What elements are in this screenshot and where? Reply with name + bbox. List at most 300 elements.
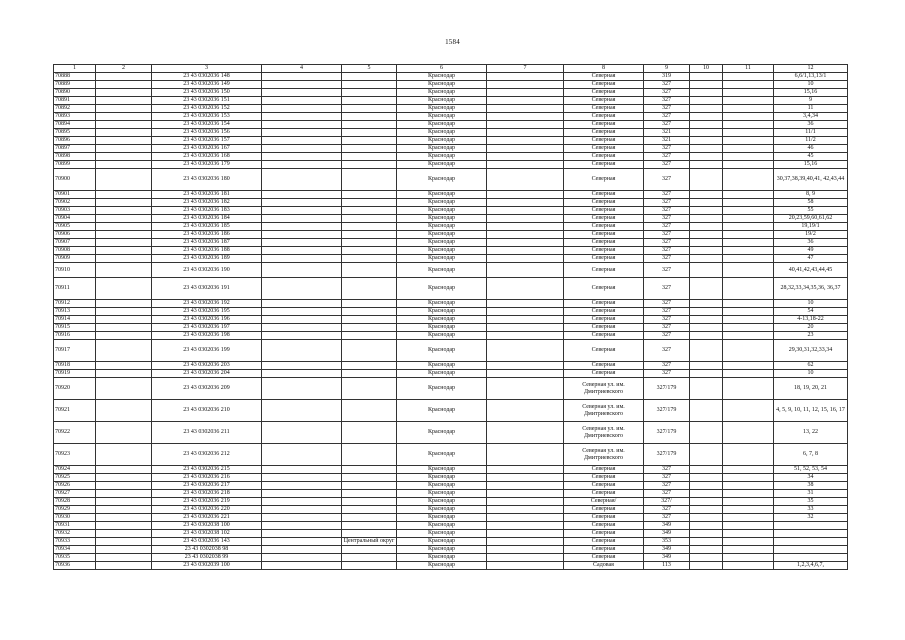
table-cell-col-7 [487, 482, 564, 490]
table-cell-col-3: 23 43 0302036 189 [152, 255, 262, 263]
table-cell-col-9: 327 [644, 506, 690, 514]
table-cell-col-12: 11/1 [774, 129, 848, 137]
table-cell-col-3: 23 43 0302036 196 [152, 316, 262, 324]
table-cell-col-4 [262, 498, 342, 506]
table-cell-col-3: 23 43 0302036 156 [152, 129, 262, 137]
table-cell-col-3: 23 43 0302036 152 [152, 105, 262, 113]
table-cell-col-5 [342, 137, 397, 145]
table-cell-col-9: 327 [644, 340, 690, 362]
table-cell-col-1: 70915 [54, 324, 96, 332]
table-cell-col-2 [96, 300, 152, 308]
table-cell-col-4 [262, 482, 342, 490]
table-cell-col-11 [723, 474, 774, 482]
table-cell-col-12: 18, 19, 20, 21 [774, 378, 848, 400]
table-row [54, 191, 848, 199]
table-cell-col-2 [96, 169, 152, 191]
table-cell-col-3: 23 43 0302036 154 [152, 121, 262, 129]
table-row [54, 239, 848, 247]
table-cell-col-8: Северная [564, 145, 644, 153]
table-row [54, 129, 848, 137]
table-cell-col-4 [262, 554, 342, 562]
table-row [54, 522, 848, 530]
table-cell-col-5 [342, 554, 397, 562]
table-cell-col-11 [723, 169, 774, 191]
table-cell-col-5 [342, 422, 397, 444]
table-cell-col-6: Краснодар [397, 562, 487, 570]
registry-table [53, 64, 848, 570]
table-cell-col-10 [690, 199, 723, 207]
table-cell-col-6: Краснодар [397, 145, 487, 153]
table-cell-col-7 [487, 81, 564, 89]
table-row [54, 498, 848, 506]
table-cell-col-6: Краснодар [397, 247, 487, 255]
table-cell-col-11 [723, 199, 774, 207]
table-cell-col-10 [690, 121, 723, 129]
table-cell-col-8: Северная ул. им. Дмитриевского [564, 422, 644, 444]
table-cell-col-11 [723, 422, 774, 444]
table-cell-col-8: Северная [564, 255, 644, 263]
table-cell-col-3: 23 43 0302036 150 [152, 89, 262, 97]
table-row [54, 255, 848, 263]
table-cell-col-5 [342, 522, 397, 530]
table-cell-col-12: 20 [774, 324, 848, 332]
table-cell-col-3: 23 43 0302036 216 [152, 474, 262, 482]
table-cell-col-3: 23 43 0302036 151 [152, 97, 262, 105]
table-row [54, 247, 848, 255]
table-cell-col-8: Северная [564, 538, 644, 546]
table-row [54, 97, 848, 105]
table-cell-col-12: 4, 5, 9, 10, 11, 12, 15, 16, 17 [774, 400, 848, 422]
table-cell-col-12: 36 [774, 121, 848, 129]
table-cell-col-4 [262, 324, 342, 332]
table-cell-col-1: 70930 [54, 514, 96, 522]
table-cell-col-6: Краснодар [397, 340, 487, 362]
table-cell-col-5 [342, 247, 397, 255]
table-cell-col-11 [723, 191, 774, 199]
table-cell-col-11 [723, 129, 774, 137]
table-cell-col-7 [487, 324, 564, 332]
table-cell-col-11 [723, 530, 774, 538]
table-cell-col-3: 23 43 0302036 219 [152, 498, 262, 506]
table-cell-col-6: Краснодар [397, 554, 487, 562]
table-cell-col-1: 70905 [54, 223, 96, 231]
table-cell-col-3: 23 43 0302036 199 [152, 340, 262, 362]
table-cell-col-5 [342, 562, 397, 570]
table-cell-col-1: 70916 [54, 332, 96, 340]
table-cell-col-11 [723, 378, 774, 400]
table-cell-col-9: 327 [644, 81, 690, 89]
table-cell-col-6: Краснодар [397, 308, 487, 316]
table-cell-col-4 [262, 247, 342, 255]
table-cell-col-12: 6, 7, 8 [774, 444, 848, 466]
table-cell-col-10 [690, 362, 723, 370]
table-cell-col-12: 10 [774, 370, 848, 378]
table-cell-col-6: Краснодар [397, 316, 487, 324]
table-cell-col-6: Краснодар [397, 129, 487, 137]
table-cell-col-9: 327 [644, 121, 690, 129]
table-cell-col-2 [96, 161, 152, 169]
table-cell-col-2 [96, 129, 152, 137]
table-row [54, 466, 848, 474]
table-cell-col-5 [342, 113, 397, 121]
table-cell-col-7 [487, 362, 564, 370]
table-cell-col-2 [96, 400, 152, 422]
table-cell-col-6: Краснодар [397, 255, 487, 263]
table-row [54, 81, 848, 89]
table-cell-col-4 [262, 207, 342, 215]
table-cell-col-8: Северная [564, 308, 644, 316]
table-row [54, 370, 848, 378]
table-cell-col-3: 23 43 0302036 211 [152, 422, 262, 444]
table-cell-col-4 [262, 332, 342, 340]
table-cell-col-4 [262, 546, 342, 554]
table-cell-col-11 [723, 215, 774, 223]
table-cell-col-10 [690, 169, 723, 191]
table-cell-col-11 [723, 239, 774, 247]
table-cell-col-1: 70910 [54, 263, 96, 278]
table-cell-col-11 [723, 153, 774, 161]
table-cell-col-10 [690, 207, 723, 215]
table-cell-col-12: 35 [774, 498, 848, 506]
table-cell-col-1: 70894 [54, 121, 96, 129]
table-cell-col-2 [96, 444, 152, 466]
table-cell-col-1: 70927 [54, 490, 96, 498]
table-cell-col-3: 23 43 0302036 168 [152, 153, 262, 161]
table-cell-col-2 [96, 247, 152, 255]
table-cell-col-10 [690, 522, 723, 530]
table-cell-col-7 [487, 546, 564, 554]
table-row [54, 145, 848, 153]
table-cell-col-8: Северная [564, 370, 644, 378]
table-cell-col-6: Краснодар [397, 215, 487, 223]
table-cell-col-12: 45 [774, 153, 848, 161]
table-cell-col-3: 23 43 0302036 183 [152, 207, 262, 215]
table-cell-col-6: Краснодар [397, 278, 487, 300]
table-cell-col-1: 70896 [54, 137, 96, 145]
table-cell-col-9: 327 [644, 105, 690, 113]
table-cell-col-5 [342, 474, 397, 482]
table-cell-col-10 [690, 332, 723, 340]
column-header: 4 [262, 65, 342, 73]
table-cell-col-12: 19,19/1 [774, 223, 848, 231]
table-cell-col-12: 36 [774, 239, 848, 247]
table-cell-col-7 [487, 378, 564, 400]
table-cell-col-5 [342, 169, 397, 191]
table-cell-col-12: 51, 52, 53, 54 [774, 466, 848, 474]
table-cell-col-10 [690, 308, 723, 316]
table-cell-col-7 [487, 498, 564, 506]
table-cell-col-7 [487, 490, 564, 498]
table-cell-col-8: Северная [564, 89, 644, 97]
table-cell-col-8: Северная [564, 231, 644, 239]
table-cell-col-5 [342, 97, 397, 105]
table-cell-col-4 [262, 113, 342, 121]
table-cell-col-7 [487, 137, 564, 145]
table-cell-col-10 [690, 73, 723, 81]
table-cell-col-10 [690, 466, 723, 474]
table-row [54, 223, 848, 231]
table-cell-col-12: 62 [774, 362, 848, 370]
table-cell-col-4 [262, 522, 342, 530]
table-cell-col-3: 23 43 0302036 204 [152, 370, 262, 378]
table-cell-col-8: Северная [564, 300, 644, 308]
table-cell-col-3: 23 43 0302036 180 [152, 169, 262, 191]
table-row [54, 422, 848, 444]
table-cell-col-4 [262, 239, 342, 247]
table-row [54, 121, 848, 129]
table-cell-col-9: 353 [644, 538, 690, 546]
table-cell-col-10 [690, 546, 723, 554]
table-cell-col-10 [690, 263, 723, 278]
table-cell-col-3: 23 43 0302038 100 [152, 522, 262, 530]
table-cell-col-1: 70913 [54, 308, 96, 316]
table-cell-col-8: Северная ул. им. Дмитриевского [564, 378, 644, 400]
table-cell-col-8: Северная [564, 97, 644, 105]
table-cell-col-2 [96, 153, 152, 161]
table-cell-col-6: Краснодар [397, 332, 487, 340]
table-cell-col-11 [723, 466, 774, 474]
table-cell-col-4 [262, 490, 342, 498]
table-cell-col-3: 23 43 0302036 191 [152, 278, 262, 300]
table-cell-col-4 [262, 278, 342, 300]
table-row [54, 444, 848, 466]
table-cell-col-5 [342, 231, 397, 239]
table-cell-col-12: 9 [774, 97, 848, 105]
table-cell-col-11 [723, 324, 774, 332]
table-cell-col-4 [262, 137, 342, 145]
table-cell-col-11 [723, 490, 774, 498]
table-cell-col-10 [690, 97, 723, 105]
table-cell-col-5 [342, 239, 397, 247]
table-cell-col-1: 70914 [54, 316, 96, 324]
table-cell-col-4 [262, 215, 342, 223]
table-cell-col-8: Северная [564, 199, 644, 207]
table-row [54, 161, 848, 169]
table-row [54, 89, 848, 97]
table-cell-col-5 [342, 223, 397, 231]
table-cell-col-8: Садовая [564, 562, 644, 570]
table-cell-col-10 [690, 444, 723, 466]
table-cell-col-8: Северная/ [564, 498, 644, 506]
table-cell-col-10 [690, 370, 723, 378]
table-cell-col-9: 327 [644, 514, 690, 522]
table-cell-col-5 [342, 546, 397, 554]
table-cell-col-1: 70888 [54, 73, 96, 81]
table-cell-col-11 [723, 73, 774, 81]
table-cell-col-10 [690, 324, 723, 332]
table-cell-col-7 [487, 466, 564, 474]
table-cell-col-11 [723, 97, 774, 105]
table-cell-col-10 [690, 514, 723, 522]
table-cell-col-1: 70933 [54, 538, 96, 546]
table-cell-col-7 [487, 332, 564, 340]
table-cell-col-6: Краснодар [397, 113, 487, 121]
table-cell-col-8: Северная [564, 340, 644, 362]
table-cell-col-9: 327/179 [644, 444, 690, 466]
column-header: 1 [54, 65, 96, 73]
table-cell-col-5 [342, 400, 397, 422]
table-row [54, 562, 848, 570]
table-cell-col-3: 23 43 0302036 221 [152, 514, 262, 522]
table-cell-col-11 [723, 113, 774, 121]
column-header: 7 [487, 65, 564, 73]
table-cell-col-3: 23 43 0302036 167 [152, 145, 262, 153]
table-cell-col-3: 23 43 0302038 102 [152, 530, 262, 538]
table-cell-col-2 [96, 482, 152, 490]
table-cell-col-8: Северная [564, 113, 644, 121]
table-cell-col-8: Северная [564, 161, 644, 169]
table-cell-col-5 [342, 444, 397, 466]
table-cell-col-1: 70899 [54, 161, 96, 169]
table-cell-col-2 [96, 308, 152, 316]
table-cell-col-8: Северная [564, 191, 644, 199]
table-cell-col-4 [262, 263, 342, 278]
table-cell-col-2 [96, 278, 152, 300]
table-row [54, 73, 848, 81]
table-cell-col-3: 23 43 0302036 181 [152, 191, 262, 199]
table-cell-col-2 [96, 324, 152, 332]
table-cell-col-12: 34 [774, 474, 848, 482]
table-cell-col-10 [690, 400, 723, 422]
table-cell-col-1: 70918 [54, 362, 96, 370]
table-row [54, 378, 848, 400]
table-row [54, 231, 848, 239]
table-cell-col-2 [96, 506, 152, 514]
table-cell-col-2 [96, 215, 152, 223]
table-cell-col-2 [96, 207, 152, 215]
table-cell-col-9: 327 [644, 231, 690, 239]
table-cell-col-11 [723, 207, 774, 215]
table-cell-col-11 [723, 121, 774, 129]
table-cell-col-8: Северная [564, 81, 644, 89]
table-cell-col-1: 70917 [54, 340, 96, 362]
table-cell-col-10 [690, 378, 723, 400]
table-cell-col-4 [262, 255, 342, 263]
table-cell-col-11 [723, 340, 774, 362]
table-row [54, 514, 848, 522]
table-cell-col-5 [342, 105, 397, 113]
table-cell-col-2 [96, 105, 152, 113]
column-header: 3 [152, 65, 262, 73]
table-cell-col-7 [487, 89, 564, 97]
table-cell-col-2 [96, 362, 152, 370]
table-cell-col-9: 327 [644, 316, 690, 324]
table-cell-col-3: 23 43 0302036 153 [152, 113, 262, 121]
table-cell-col-6: Краснодар [397, 231, 487, 239]
table-cell-col-1: 70909 [54, 255, 96, 263]
table-row [54, 340, 848, 362]
column-header: 10 [690, 65, 723, 73]
table-cell-col-5 [342, 370, 397, 378]
table-row [54, 153, 848, 161]
table-cell-col-4 [262, 73, 342, 81]
table-cell-col-9: 327 [644, 308, 690, 316]
table-cell-col-11 [723, 562, 774, 570]
table-cell-col-7 [487, 105, 564, 113]
table-cell-col-2 [96, 97, 152, 105]
table-cell-col-5 [342, 255, 397, 263]
page-number: 1584 [445, 38, 460, 46]
table-cell-col-6: Краснодар [397, 400, 487, 422]
table-cell-col-7 [487, 97, 564, 105]
table-cell-col-2 [96, 538, 152, 546]
table-cell-col-9: 327 [644, 324, 690, 332]
table-cell-col-3: 23 43 0302036 186 [152, 231, 262, 239]
table-cell-col-3: 23 43 0302036 149 [152, 81, 262, 89]
table-cell-col-12: 46 [774, 145, 848, 153]
table-cell-col-6: Краснодар [397, 482, 487, 490]
table-cell-col-6: Краснодар [397, 514, 487, 522]
table-cell-col-10 [690, 316, 723, 324]
table-cell-col-12: 38 [774, 482, 848, 490]
column-header: 8 [564, 65, 644, 73]
table-cell-col-7 [487, 129, 564, 137]
table-cell-col-12: 10 [774, 300, 848, 308]
table-cell-col-12: 32 [774, 514, 848, 522]
table-cell-col-9: 327 [644, 89, 690, 97]
table-cell-col-8: Северная ул. им. Дмитриевского [564, 400, 644, 422]
table-cell-col-5 [342, 121, 397, 129]
table-cell-col-8: Северная [564, 129, 644, 137]
table-cell-col-1: 70907 [54, 239, 96, 247]
table-cell-col-5 [342, 340, 397, 362]
table-cell-col-6: Краснодар [397, 490, 487, 498]
table-cell-col-7 [487, 255, 564, 263]
table-cell-col-10 [690, 247, 723, 255]
table-cell-col-8: Северная [564, 239, 644, 247]
table-cell-col-5 [342, 332, 397, 340]
table-cell-col-3: 23 43 0302039 100 [152, 562, 262, 570]
table-cell-col-11 [723, 137, 774, 145]
table-cell-col-8: Северная [564, 153, 644, 161]
table-cell-col-11 [723, 231, 774, 239]
table-body [54, 73, 848, 570]
table-row [54, 332, 848, 340]
table-cell-col-3: 23 43 0302036 218 [152, 490, 262, 498]
table-cell-col-12: 54 [774, 308, 848, 316]
table-cell-col-4 [262, 308, 342, 316]
table-cell-col-9: 327 [644, 332, 690, 340]
table-cell-col-10 [690, 105, 723, 113]
table-cell-col-7 [487, 400, 564, 422]
table-cell-col-5 [342, 207, 397, 215]
table-cell-col-11 [723, 300, 774, 308]
table-cell-col-2 [96, 199, 152, 207]
table-cell-col-10 [690, 255, 723, 263]
table-cell-col-1: 70889 [54, 81, 96, 89]
table-row [54, 137, 848, 145]
table-cell-col-4 [262, 362, 342, 370]
table-cell-col-10 [690, 145, 723, 153]
column-header: 2 [96, 65, 152, 73]
table-cell-col-3: 23 43 0302036 220 [152, 506, 262, 514]
table-cell-col-8: Северная [564, 137, 644, 145]
table-cell-col-9: 327 [644, 161, 690, 169]
table-row [54, 554, 848, 562]
table-row [54, 105, 848, 113]
table-cell-col-5 [342, 378, 397, 400]
table-cell-col-8: Северная [564, 530, 644, 538]
table-cell-col-7 [487, 300, 564, 308]
table-cell-col-12: 15,16 [774, 161, 848, 169]
table-cell-col-4 [262, 530, 342, 538]
table-cell-col-9: 327 [644, 97, 690, 105]
table-cell-col-8: Северная [564, 169, 644, 191]
table-row [54, 506, 848, 514]
table-cell-col-5 [342, 215, 397, 223]
table-cell-col-7 [487, 263, 564, 278]
table-cell-col-12 [774, 546, 848, 554]
